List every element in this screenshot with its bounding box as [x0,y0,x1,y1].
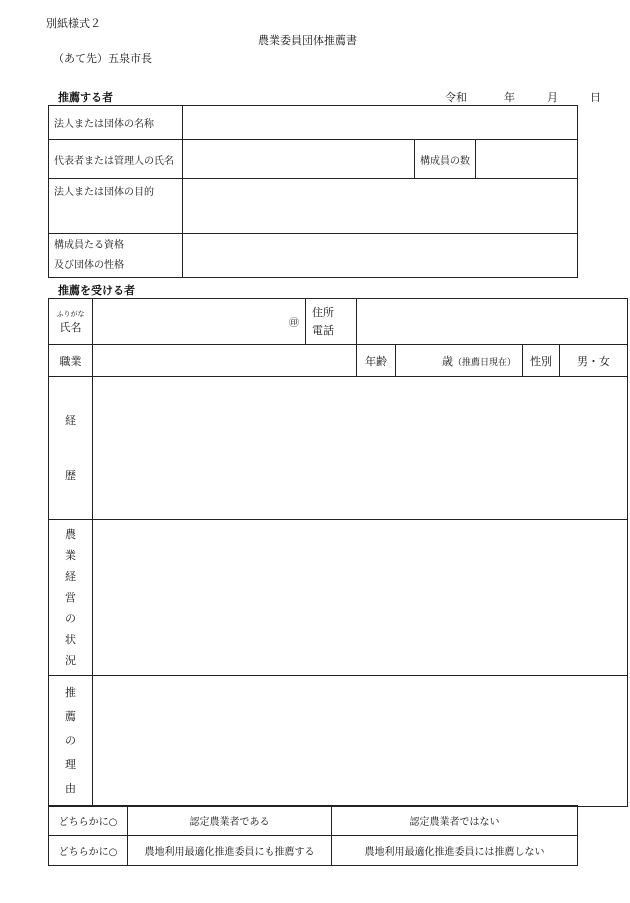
career-label-char-1: 経 [65,414,76,427]
farm-status-char-6: 状 [65,633,76,646]
reason-char-4: 理 [65,758,76,771]
purpose-field[interactable] [183,179,578,234]
qualification-field[interactable] [183,234,578,278]
reason-char-5: 由 [65,782,76,795]
form-number: 別紙様式２ [46,17,101,30]
career-label [49,377,93,520]
phone-label: 電話 [312,323,334,337]
occupation-field[interactable] [93,345,357,377]
qualification-label-line2: 及び団体の性格 [54,259,124,271]
gender-label: 性別 [523,345,560,377]
org-name-label: 法人または団体の名称 [49,106,183,140]
reason-char-2: 薦 [65,710,76,723]
name-label: 氏名 [59,320,82,334]
gender-options[interactable]: 男・女 [560,345,628,377]
occupation-label: 職業 [49,345,93,377]
date-line [445,89,601,105]
name-field[interactable] [93,299,306,345]
career-field[interactable] [93,377,628,520]
member-count-label: 構成員の数 [415,140,476,179]
promoter-no-option[interactable]: 農地利用最適化推進委員には推薦しない [332,836,578,866]
address-label: 住所 [312,305,334,319]
recommendee-table [48,298,628,807]
addressee: （あて先）五泉市長 [53,52,152,65]
address-phone-label [306,299,357,345]
age-label: 年齢 [357,345,396,377]
career-label-char-2: 歴 [65,469,76,482]
choose-label-1: どちらかに○ [49,806,128,836]
furigana-label: ふりがな [56,309,85,318]
age-field[interactable] [396,345,523,377]
purpose-label: 法人または団体の目的 [49,179,183,234]
date-year: 年 [504,91,515,104]
date-era: 令和 [445,91,467,104]
address-phone-field[interactable] [357,299,628,345]
qualification-label [49,234,183,278]
rep-name-label: 代表者または管理人の氏名 [49,140,183,179]
farm-status-label [49,520,93,676]
recommender-table [48,105,578,278]
recommender-heading: 推薦する者 [58,91,113,104]
farm-status-char-5: の [65,612,76,625]
rep-name-field[interactable] [183,140,415,179]
reason-char-1: 推 [65,686,76,699]
date-day: 日 [590,91,601,104]
promoter-yes-option[interactable]: 農地利用最適化推進委員にも推薦する [128,836,332,866]
choice-table [48,805,578,866]
member-count-field[interactable] [476,140,578,179]
date-month: 月 [547,91,558,104]
reason-field[interactable] [93,676,628,807]
farm-status-char-7: 況 [65,654,76,667]
farm-status-char-4: 営 [65,591,76,604]
org-name-field[interactable] [183,106,578,140]
seal-icon: ㊞ [289,318,299,329]
farm-status-char-2: 業 [65,549,76,562]
certified-no-option[interactable]: 認定農業者ではない [332,806,578,836]
age-unit: 歳 [441,354,453,368]
recommendee-heading: 推薦を受ける者 [58,284,135,297]
reason-label [49,676,93,807]
reason-char-3: の [65,734,76,747]
certified-yes-option[interactable]: 認定農業者である [128,806,332,836]
age-note: （推薦日現在） [452,357,516,368]
qualification-label-line1: 構成員たる資格 [54,239,124,251]
name-label-cell [49,299,93,345]
farm-status-field[interactable] [93,520,628,676]
choose-label-2: どちらかに○ [49,836,128,866]
farm-status-char-3: 経 [65,570,76,583]
document-title: 農業委員団体推薦書 [258,34,357,47]
farm-status-char-1: 農 [65,528,76,541]
